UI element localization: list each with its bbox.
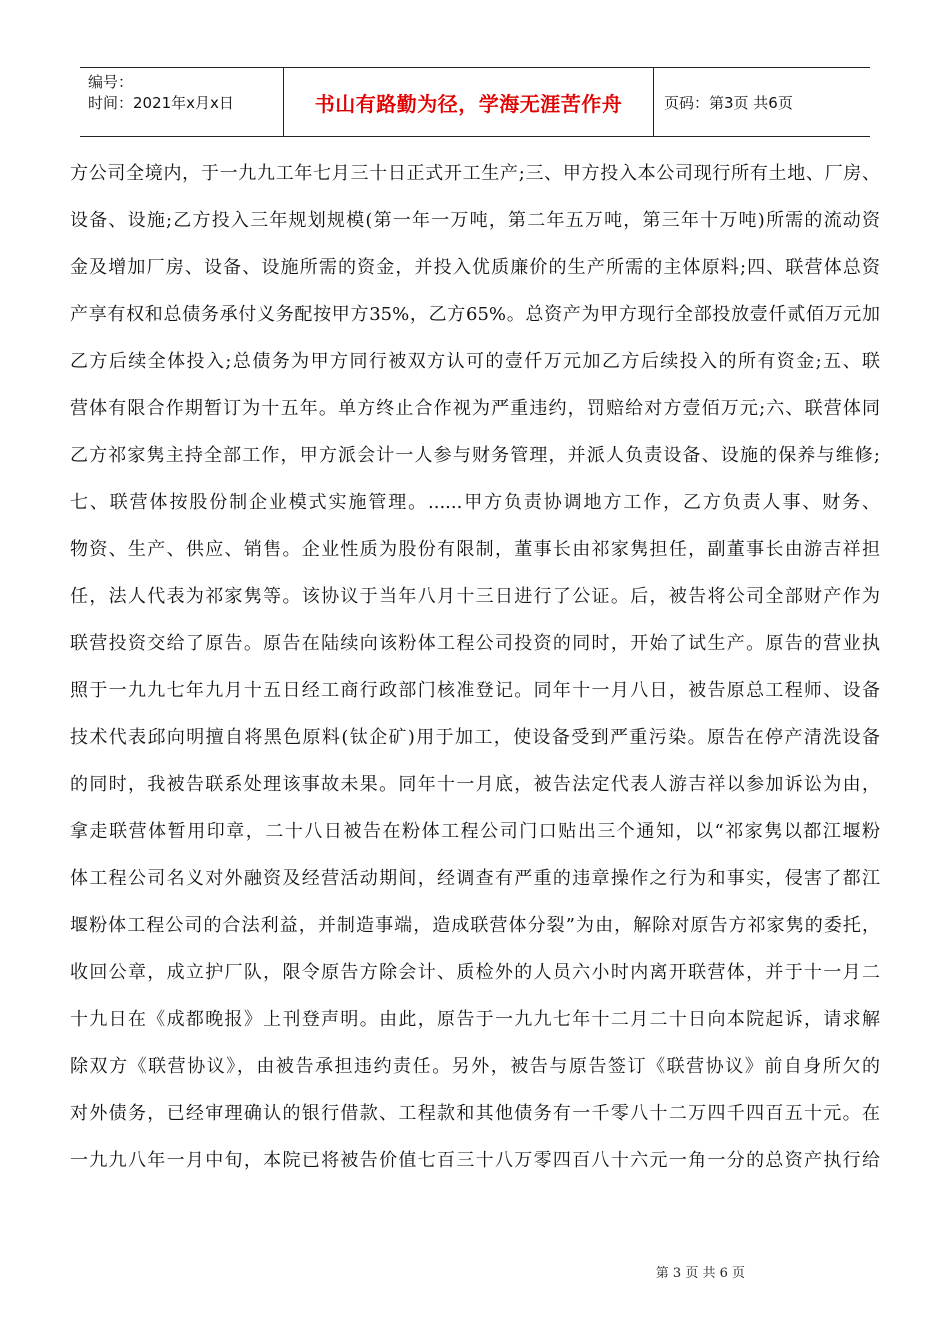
body-line: 技术代表邱向明擅自将黑色原料(钛企矿)用于加工，使设备受到严重污染。原告在停产清洗设备 <box>70 727 880 748</box>
body-line: 对外债务，已经审理确认的银行借款、工程款和其他债务有一千零八十二万四千四百五十元。在 <box>70 1103 880 1124</box>
body-line: 收回公章，成立护厂队，限令原告方除会计、质检外的人员六小时内离开联营体，并于十一月二 <box>70 962 880 983</box>
document-body <box>70 150 880 1184</box>
body-line: 联营投资交给了原告。原告在陆续向该粉体工程公司投资的同时，开始了试生产。原告的营业执 <box>70 633 880 654</box>
header-motto: 书山有路勤为径，学海无涯苦作舟 <box>284 68 654 136</box>
body-line: 的同时，我被告联系处理该事故未果。同年十一月底，被告法定代表人游吉祥以参加诉讼为由， <box>70 774 880 795</box>
header-info-cell <box>80 68 284 136</box>
body-line: 乙方祁家隽主持全部工作，甲方派会计一人参与财务管理，并派人负责设备、设施的保养与维修; <box>70 445 880 466</box>
body-line: 乙方后续全体投入;总债务为甲方同行被双方认可的壹仟万元加乙方后续投入的所有资金;五、联 <box>70 351 880 372</box>
body-line: 营体有限合作期暂订为十五年。单方终止合作视为严重违约，罚赔给对方壹佰万元;六、联营体同 <box>70 398 880 419</box>
body-line: 金及增加厂房、设备、设施所需的资金，并投入优质廉价的生产所需的主体原料;四、联营体总资 <box>70 257 880 278</box>
body-line: 产享有权和总债务承付义务配按甲方35%，乙方65%。总资产为甲方现行全部投放壹仟贰佰万元加 <box>70 304 880 325</box>
body-line: 拿走联营体暂用印章，二十八日被告在粉体工程公司门口贴出三个通知，以“祁家隽以都江堰粉 <box>70 821 880 842</box>
page-footer: 第 3 页 共 6 页 <box>655 1266 745 1281</box>
body-line: 照于一九九七年九月十五日经工商行政部门核准登记。同年十一月八日，被告原总工程师、设备 <box>70 680 880 701</box>
body-line: 任，法人代表为祁家隽等。该协议于当年八月十三日进行了公证。后，被告将公司全部财产作为 <box>70 586 880 607</box>
document-date-label: 时间：2021年x月x日 <box>88 94 234 112</box>
body-line: 一九九八年一月中旬，本院已将被告价值七百三十八万零四百八十六元一角一分的总资产执行给 <box>70 1150 880 1171</box>
body-line: 七、联营体按股份制企业模式实施管理。......甲方负责协调地方工作，乙方负责人事、财务、 <box>70 492 880 513</box>
body-line: 体工程公司名义对外融资及经营活动期间，经调查有严重的违章操作之行为和事实，侵害了都江 <box>70 868 880 889</box>
document-number-label: 编号： <box>88 73 134 91</box>
body-line: 设备、设施;乙方投入三年规划规模(第一年一万吨，第二年五万吨，第三年十万吨)所需的流动资 <box>70 210 880 231</box>
page-header <box>80 67 870 137</box>
body-line: 堰粉体工程公司的合法利益，并制造事端，造成联营体分裂”为由，解除对原告方祁家隽的委托， <box>70 915 880 936</box>
body-line: 除双方《联营协议》，由被告承担违约责任。另外，被告与原告签订《联营协议》前自身所欠的 <box>70 1056 880 1077</box>
body-line: 物资、生产、供应、销售。企业性质为股份有限制，董事长由祁家隽担任，副董事长由游吉祥担 <box>70 539 880 560</box>
body-line: 方公司全境内，于一九九工年七月三十日正式开工生产;三、甲方投入本公司现行所有土地、厂房、 <box>70 163 880 184</box>
body-line: 十九日在《成都晚报》上刊登声明。由此，原告于一九九七年十二月二十日向本院起诉，请求解 <box>70 1009 880 1030</box>
header-page-number: 页码：第3页 共6页 <box>664 93 793 112</box>
